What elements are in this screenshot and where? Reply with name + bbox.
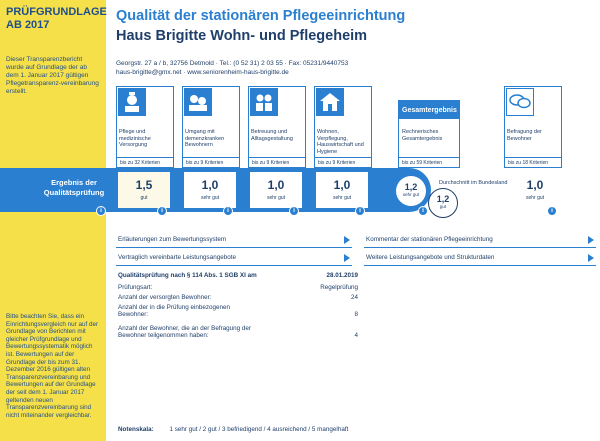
info-icon[interactable]: i — [223, 206, 233, 216]
nurse-icon — [118, 88, 146, 116]
grade-box-befragung — [510, 172, 560, 208]
house-icon — [316, 88, 344, 116]
category-label: Wohnen, Verpflegung, Hauswirtschaft und Hygiene — [317, 129, 364, 155]
notenskala-text: 1 sehr gut / 2 gut / 3 befriedigend / 4 ausreichend / 5 mangelhaft — [169, 426, 349, 433]
link-strukturdaten[interactable] — [364, 250, 596, 266]
details-row — [118, 294, 358, 301]
category-criteria: bis zu 9 Kriterien — [249, 157, 305, 167]
category-card-befragung — [504, 86, 562, 168]
address-line: Georgstr. 27 a / b, 32756 Detmold · Tel.: (0 52 31) 2 03 55 · Fax: 05231/9440753 — [116, 60, 349, 67]
grade-box-demenz — [184, 172, 236, 208]
category-label: Betreuung und Alltagsgestaltung — [251, 129, 293, 142]
arrow-right-icon — [588, 236, 594, 244]
grade-box-wohnen — [316, 172, 368, 208]
gesamt-grade-circle — [396, 176, 426, 206]
category-card-betreuung — [248, 86, 306, 168]
facility-name: Haus Brigitte Wohn- und Pflegeheim — [116, 28, 368, 44]
grade-word: sehr gut — [200, 195, 220, 201]
details-row-value-wrap — [118, 332, 358, 342]
link-label: Erläuterungen zum Bewertungssystem — [118, 236, 227, 243]
sidebar-title — [6, 6, 107, 32]
link-leistungsangebote[interactable] — [116, 250, 352, 266]
info-icon[interactable]: i — [547, 206, 557, 216]
gesamtergebnis-label: Rechnerisches Gesamtergebnis — [402, 129, 443, 142]
category-label: Befragung der Bewohner — [507, 129, 542, 142]
details-row-label: Anzahl der Bewohner, die an der Befragung der Bewohner teilgenommen haben: — [118, 325, 252, 339]
link-label: Vertraglich vereinbarte Leistungsangebote — [118, 254, 236, 261]
details-row-label: Anzahl der versorgten Bewohner: — [118, 294, 212, 301]
grade-value: 1,0 — [201, 178, 219, 192]
dementia-care-icon — [184, 88, 212, 116]
category-label: Pflege und medizinische Versorgung — [119, 129, 151, 148]
arrow-right-icon — [344, 254, 350, 262]
grade-word: sehr gut — [332, 195, 352, 201]
info-icon[interactable]: i — [96, 206, 106, 216]
notenskala — [118, 426, 348, 433]
speech-bubbles-icon — [506, 88, 534, 116]
gesamtergebnis-title: Gesamtergebnis — [399, 101, 459, 119]
sidebar-title-line1: PRÜFGRUNDLAGE — [6, 6, 107, 18]
arrow-right-icon — [344, 236, 350, 244]
sidebar-intro: Dieser Transparenzbericht wurde auf Grundlage der ab dem 1. Januar 2017 gültigen Pflegetransparenz-vereinbarung erstellt. — [6, 56, 99, 95]
details-row-label: Anzahl der in die Prüfung einbezogenen Bewohner: — [118, 304, 231, 318]
grade-word: sehr gut — [525, 195, 545, 201]
grade-word: gut — [140, 195, 148, 201]
link-label: Kommentar der stationären Pflegeeinrichtung — [366, 236, 493, 243]
category-label: Umgang mit demenzkranken Bewohnern — [185, 129, 225, 148]
grade-value: 1,0 — [526, 178, 544, 192]
sidebar-note: Bitte beachten Sie, dass ein Einrichtungsvergleich nur auf der Grundlage von Berichten mit gleicher Prüfgrundlage und Bewertungssystematik möglich ist. Bewertungen auf der Grundlage der bis zum 31. Dezember 2016 gültigen alten Transparenzvereinbarung und Bewertungen auf der Grundlage der seit dem 1. Januar 2017 geltenden neuen Transparenzvereinbarung sind nicht miteinander vergleichbar. — [6, 313, 99, 419]
category-criteria: bis zu 18 Kriterien — [505, 157, 561, 167]
grade-value: 1,5 — [135, 178, 153, 192]
grade-word: sehr gut — [402, 192, 420, 197]
address-block — [116, 60, 348, 77]
grade-value: 1,2 — [436, 194, 450, 204]
category-card-demenz — [182, 86, 240, 168]
details-row-value: Regelprüfung — [320, 284, 358, 291]
info-icon[interactable]: i — [157, 206, 167, 216]
sidebar — [0, 0, 106, 441]
grade-value: 1,0 — [333, 178, 351, 192]
bundesland-label: Durchschnitt im Bundesland — [439, 180, 508, 186]
bundesland-grade-circle — [428, 188, 458, 218]
details-row — [118, 284, 358, 291]
arrow-right-icon — [588, 254, 594, 262]
details-row-value: 4 — [354, 332, 358, 339]
gesamtergebnis-card — [398, 100, 460, 168]
grade-word: sehr gut — [266, 195, 286, 201]
link-bewertungssystem[interactable] — [116, 232, 352, 248]
people-icon — [250, 88, 278, 116]
grade-value: 1,0 — [267, 178, 285, 192]
gesamtergebnis-criteria: bis zu 59 Kriterien — [399, 157, 459, 167]
info-icon[interactable]: i — [355, 206, 365, 216]
page-title: Qualität der stationären Pflegeeinrichtung — [116, 8, 406, 24]
grade-box-pflege — [118, 172, 170, 208]
details-date: 28.01.2019 — [326, 272, 358, 279]
main-content — [116, 0, 600, 441]
pruefung-details — [118, 272, 358, 345]
details-row-label: Prüfungsart: — [118, 284, 153, 291]
link-kommentar[interactable] — [364, 232, 596, 248]
details-row-value-wrap — [118, 311, 358, 321]
sidebar-title-line2: AB 2017 — [6, 19, 50, 31]
category-criteria: bis zu 9 Kriterien — [315, 157, 371, 167]
grade-word: gut — [439, 204, 447, 209]
details-heading: Qualitätsprüfung nach § 114 Abs. 1 SGB XI am — [118, 272, 257, 279]
link-label: Weitere Leistungsangebote und Strukturdaten — [366, 254, 495, 261]
grade-value: 1,2 — [404, 182, 418, 192]
category-card-wohnen — [314, 86, 372, 168]
details-row-value: 24 — [350, 294, 358, 301]
band-label: Ergebnis der Qualitätsprüfung — [43, 178, 105, 197]
category-criteria: bis zu 32 Kriterien — [117, 157, 173, 167]
notenskala-label: Notenskala: — [118, 426, 154, 433]
info-icon[interactable]: i — [418, 206, 428, 216]
grade-box-betreuung — [250, 172, 302, 208]
category-criteria: bis zu 9 Kriterien — [183, 157, 239, 167]
details-heading-row — [118, 272, 358, 279]
contact-line: haus-brigitte@gmx.net · www.seniorenheim-haus-brigitte.de — [116, 68, 289, 76]
category-card-pflege — [116, 86, 174, 168]
details-row-value: 8 — [354, 311, 358, 318]
info-icon[interactable]: i — [289, 206, 299, 216]
